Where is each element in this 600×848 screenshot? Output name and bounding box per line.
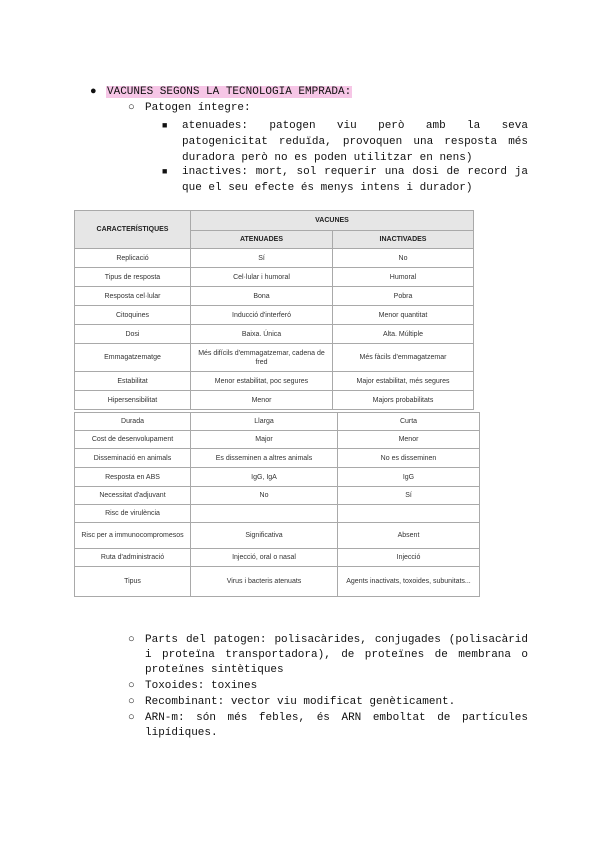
list-item-inactivated xyxy=(162,164,528,196)
table-cell: Curta xyxy=(338,413,480,431)
table-cell: Virus i bacteris atenuats xyxy=(191,567,338,597)
circle-bullet: ○ xyxy=(128,680,135,692)
circle-bullet: ○ xyxy=(128,634,135,646)
table-cell xyxy=(191,505,338,523)
table-cell: Major xyxy=(191,431,338,449)
table-cell: Citoquines xyxy=(75,306,191,325)
table-row xyxy=(75,505,480,523)
table-cell: Injecció, oral o nasal xyxy=(191,549,338,567)
header-inactivated: INACTIVADES xyxy=(333,231,474,249)
table-cell: Majors probabilitats xyxy=(333,391,474,410)
table-cell: Llarga xyxy=(191,413,338,431)
pathogen-parts-text: Parts del patogen: polisacàrides, conjugades (polisacàrid i proteïna transportadora), de proteïnes de membrana o proteïnes sintètiques xyxy=(145,634,528,676)
circle-bullet: ○ xyxy=(128,102,135,114)
table-cell: Dosi xyxy=(75,325,191,344)
list-item-toxoids xyxy=(128,679,528,694)
table-cell: IgG, IgA xyxy=(191,468,338,487)
table-row xyxy=(75,567,480,597)
table-cell xyxy=(338,505,480,523)
table-cell: Durada xyxy=(75,413,191,431)
table-cell: Cel·lular i humoral xyxy=(191,268,333,287)
comparison-table-1 xyxy=(74,210,474,410)
inactivated-text: inactives: mort, sol requerir una dosi de record ja que el seu efecte és menys intens i durador) xyxy=(182,166,528,194)
list-item-recombinant xyxy=(128,695,528,710)
list-item-attenuated xyxy=(162,118,528,166)
table-row xyxy=(75,249,474,268)
table-cell: No xyxy=(191,487,338,505)
table-cell: Sí xyxy=(191,249,333,268)
table-cell: Baixa. Única xyxy=(191,325,333,344)
table-cell: Disseminació en animals xyxy=(75,449,191,468)
table-row xyxy=(75,449,480,468)
list-item-mrna xyxy=(128,711,528,741)
table-cell: Tipus de resposta xyxy=(75,268,191,287)
table-cell: Cost de desenvolupament xyxy=(75,431,191,449)
header-characteristics: CARACTERÍSTIQUES xyxy=(75,211,191,249)
whole-pathogen-label: Patogen íntegre: xyxy=(145,102,251,114)
table-cell: Major estabilitat, més segures xyxy=(333,372,474,391)
square-bullet: ■ xyxy=(162,167,168,177)
table-row xyxy=(75,344,474,372)
attenuated-text: atenuades: patogen viu però amb la seva patogenicitat reduïda, provoquen una resposta més duradora però no es poden utilitzar en nens) xyxy=(182,120,528,164)
toxoids-text: Toxoides: toxines xyxy=(145,680,258,692)
table-row xyxy=(75,268,474,287)
table-cell: Pobra xyxy=(333,287,474,306)
table-cell: Menor quantitat xyxy=(333,306,474,325)
table-cell: Emmagatzematge xyxy=(75,344,191,372)
table-cell: Més difícils d'emmagatzemar, cadena de fred xyxy=(191,344,333,372)
heading-bullet: ● xyxy=(90,86,97,98)
section-heading xyxy=(90,86,352,98)
table-row xyxy=(75,287,474,306)
table-cell: Significativa xyxy=(191,523,338,549)
table-row xyxy=(75,487,480,505)
table-row xyxy=(75,468,480,487)
table-row xyxy=(75,523,480,549)
table-row xyxy=(75,431,480,449)
list-item-pathogen-parts xyxy=(128,633,528,678)
table-cell: Estabilitat xyxy=(75,372,191,391)
table-cell: Absent xyxy=(338,523,480,549)
table-cell: Més fàcils d'emmagatzemar xyxy=(333,344,474,372)
table-cell: Agents inactivats, toxoides, subunitats... xyxy=(338,567,480,597)
header-vaccines: VACUNES xyxy=(191,211,474,231)
table-row xyxy=(75,413,480,431)
table-cell: Risc per a immunocompromesos xyxy=(75,523,191,549)
table-cell: Necessitat d'adjuvant xyxy=(75,487,191,505)
heading-text: VACUNES SEGONS LA TECNOLOGIA EMPRADA: xyxy=(107,86,352,98)
circle-bullet: ○ xyxy=(128,696,135,708)
table-cell: No es disseminen xyxy=(338,449,480,468)
table-cell: Inducció d'interferó xyxy=(191,306,333,325)
table-cell: Ruta d'administració xyxy=(75,549,191,567)
comparison-table-2 xyxy=(74,412,480,597)
table-cell: Risc de virulència xyxy=(75,505,191,523)
mrna-text: ARN-m: són més febles, és ARN emboltat de partícules lipídiques. xyxy=(145,712,528,739)
table-cell: Menor xyxy=(338,431,480,449)
table-row xyxy=(75,372,474,391)
table-cell: Es disseminen a altres animals xyxy=(191,449,338,468)
table-cell: Replicació xyxy=(75,249,191,268)
table-cell: Injecció xyxy=(338,549,480,567)
table-row xyxy=(75,325,474,344)
table-cell: Bona xyxy=(191,287,333,306)
table-cell: No xyxy=(333,249,474,268)
table-cell: Hipersensibilitat xyxy=(75,391,191,410)
table-cell: Menor estabilitat, poc segures xyxy=(191,372,333,391)
square-bullet: ■ xyxy=(162,121,168,131)
header-attenuated: ATENUADES xyxy=(191,231,333,249)
table-row xyxy=(75,391,474,410)
table-cell: Resposta cel·lular xyxy=(75,287,191,306)
table-cell: IgG xyxy=(338,468,480,487)
table-cell: Alta. Múltiple xyxy=(333,325,474,344)
circle-bullet: ○ xyxy=(128,712,135,724)
table-cell: Sí xyxy=(338,487,480,505)
table-row xyxy=(75,549,480,567)
table-cell: Menor xyxy=(191,391,333,410)
table-cell: Resposta en ABS xyxy=(75,468,191,487)
table-cell: Humoral xyxy=(333,268,474,287)
table-cell: Tipus xyxy=(75,567,191,597)
table-row xyxy=(75,306,474,325)
recombinant-text: Recombinant: vector viu modificat genèticament. xyxy=(145,696,456,708)
